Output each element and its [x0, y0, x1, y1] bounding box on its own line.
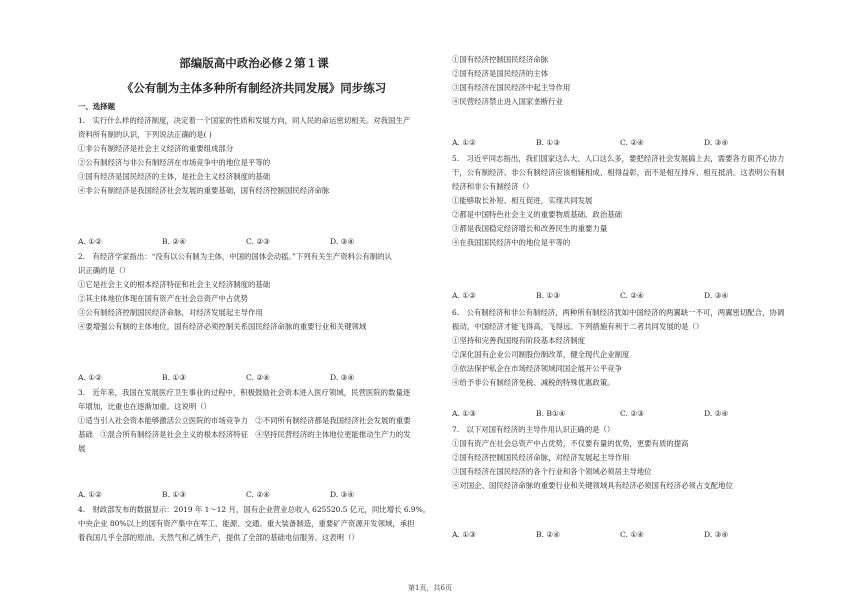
choice-a[interactable]: A. ①② — [452, 138, 476, 147]
choice-b[interactable]: B. B①④ — [536, 409, 566, 418]
statement-option: ①坚持和完善我国现有阶段基本经济制度 — [452, 336, 586, 345]
choice-c[interactable]: C. ①④ — [620, 530, 644, 539]
statement-option: ②国有经济是国民经济的主体 — [452, 69, 549, 78]
page-footer: 第1页，共6页 — [408, 584, 452, 592]
statement-option: 基础 ③混合所有制经济是社会主义的根本经济特征 ④坚持民营经济的主体地位更能推动生产力的发 — [78, 430, 411, 439]
question-stem: 3. 近年来，我国在发展医疗卫生事业的过程中，积极鼓励社会资本进入医疗领域，民营医院的数量逐 — [78, 388, 411, 397]
choice-c[interactable]: C. ②④ — [620, 138, 644, 147]
choice-d[interactable]: D. ③④ — [330, 490, 355, 499]
choice-b[interactable]: B. ①③ — [162, 490, 187, 499]
answer-choices — [78, 373, 414, 382]
question-5 — [452, 152, 797, 250]
statement-option: ②深化国有企业公司制股份制改革，健全现代企业制度 — [452, 350, 630, 359]
answer-choices — [78, 237, 414, 246]
choice-a[interactable]: A. ①② — [78, 490, 102, 499]
choice-c[interactable]: C. ②④ — [246, 373, 270, 382]
question-stem: 5. 习近平同志指出，我们国家这么大、人口这么多，要把经济社会发展搞上去，需要各方面齐心协力 — [452, 154, 785, 163]
statement-option: ④要增强公有制的主体地位，国有经济必须控制关系国民经济命脉的重要行业和关键领域 — [78, 322, 367, 331]
choice-a[interactable]: A. ①③ — [452, 530, 476, 539]
choice-b[interactable]: B. ②④ — [162, 237, 187, 246]
choice-b[interactable]: B. ②④ — [536, 530, 561, 539]
question-4 — [78, 503, 430, 545]
question-stem: 年增加，比重也在逐渐加重。这说明（） — [78, 402, 212, 411]
question-stem: 1. 实行什么样的经济制度，决定着一个国家的性质和发展方向，同人民的命运密切相关。对我国生产 — [78, 116, 411, 125]
question-4-options — [452, 53, 797, 109]
question-stem: 6. 公有制经济和非公有制经济，两种所有制经济犹如中国经济的两翼缺一不可，两翼密切配合，协调 — [452, 308, 785, 317]
choice-d[interactable]: D. ③④ — [330, 373, 355, 382]
statement-option: ④在我国国民经济中的地位是平等的 — [452, 238, 571, 247]
choice-a[interactable]: A. ①② — [452, 291, 476, 300]
statement-option: ④对国企、国民经济命脉的重要行业和关键领域具有经济必须国有经济必须占支配地位 — [452, 481, 733, 490]
answer-choices — [452, 530, 788, 539]
question-7 — [452, 423, 797, 493]
statement-option: ①非公有制经济是社会主义经济的重要组成部分 — [78, 144, 234, 153]
question-stem: 4. 财政部发布的数据显示：2019 年 1～12 月，国有企业营业总收入 625520.5 亿元，同比增长 6.9%。 — [78, 505, 430, 514]
choice-a[interactable]: A. ①③ — [452, 409, 476, 418]
section-heading: 一、选择题 — [78, 102, 115, 111]
statement-option: ④给予非公有制经济免税、减税的特殊优惠政策。 — [452, 378, 615, 387]
statement-option: ③公有制经济控制国民经济命脉，对经济发展起主导作用 — [78, 308, 263, 317]
answer-choices — [452, 291, 788, 300]
question-3 — [78, 386, 430, 456]
choice-b[interactable]: B. ①③ — [162, 373, 187, 382]
question-6 — [452, 306, 797, 390]
statement-option: ①国有经济控制国民经济命脉 — [452, 55, 549, 64]
statement-option: ②公有制经济与非公有制经济在市场竞争中的地位是平等的 — [78, 158, 271, 167]
question-stem: 7. 以下对国有经济的主导作用认识正确的是（） — [452, 425, 615, 434]
choice-d[interactable]: D. ②④ — [704, 409, 729, 418]
question-2 — [78, 250, 430, 334]
document-title: 部编版高中政治必修２第１课 — [179, 56, 329, 70]
statement-option: ④民营经济禁止进入国家垄断行业 — [452, 97, 563, 106]
choice-b[interactable]: B. ①③ — [536, 138, 561, 147]
statement-option: ①能够取长补短、相互促进，实现共同发展 — [452, 196, 593, 205]
choice-a[interactable]: A. ①② — [78, 373, 102, 382]
question-stem: 经济和非公有制经济（） — [452, 182, 534, 191]
statement-option: ③国有经济在国民经济的各个行业和各个领域必须居主导地位 — [452, 467, 652, 476]
question-stem: 干，公有制经济、非公有制经济应该相辅相成、相得益彰，而不是相互排斥、相互抵消。这表明公有制 — [452, 168, 785, 177]
statement-option: ②都是中国特色社会主义的重要物质基础、政治基础 — [452, 210, 622, 219]
statement-option: ③国有经济是国民经济的主体，是社会主义经济制度的基础 — [78, 172, 271, 181]
document-subtitle: 《公有制为主体多种所有制经济共同发展》同步练习 — [121, 81, 387, 95]
question-stem: 振动，中国经济才能飞得高，飞得远。下列措施有利于二者共同发展的是（） — [452, 322, 704, 331]
choice-b[interactable]: B. ①③ — [536, 291, 561, 300]
statement-option: 展 — [78, 444, 86, 453]
choice-d[interactable]: D. ③④ — [704, 291, 729, 300]
statement-option: ③依法保护私企在市场经济领域同国企展开公平竞争 — [452, 364, 622, 373]
choice-c[interactable]: C. ②④ — [620, 291, 644, 300]
statement-option: ③都是我国稳定经济增长和改善民生的重要力量 — [452, 224, 608, 233]
statement-option: ②其主体地位体现在国有资产在社会总资产中占优势 — [78, 294, 248, 303]
question-stem: 2. 有经济学家指出：“没有以公有制为主体，中国的国体会动摇。”下列有关生产资料公有制的认 — [78, 252, 392, 261]
statement-option: ①国有资产在社会总资产中占优势，不仅要有量的优势，更要有质的提高 — [452, 439, 689, 448]
statement-option: ①它是社会主义的根本经济特征和社会主义经济制度的基础 — [78, 280, 271, 289]
question-stem: 着我国几乎全部的原油、天然气和乙烯生产，提供了全部的基础电信服务。这表明（） — [78, 533, 359, 542]
choice-d[interactable]: D. ③④ — [704, 530, 729, 539]
choice-d[interactable]: D. ③④ — [704, 138, 729, 147]
question-1 — [78, 114, 430, 198]
answer-choices — [452, 409, 788, 418]
choice-c[interactable]: C. ②④ — [246, 490, 270, 499]
statement-option: ④非公有制经济是我国经济社会发展的重要基础，国有经济控制国民经济命脉 — [78, 186, 330, 195]
statement-option: ②国有经济控制国民经济命脉，对经济发展起主导作用 — [452, 453, 630, 462]
choice-d[interactable]: D. ③④ — [330, 237, 355, 246]
choice-c[interactable]: C. ②③ — [620, 409, 644, 418]
choice-a[interactable]: A. ①② — [78, 237, 102, 246]
statement-option: ①适当引入社会资本能够激活公立医院的市场竞争力 ②不同所有制经济都是我国经济社会发展的重要 — [78, 416, 411, 425]
answer-choices — [78, 490, 414, 499]
question-stem: 中央企业 80%以上的国有资产集中在军工、能源、交通、重大装备制造，重要矿产资源开发领域，承担 — [78, 519, 415, 528]
choice-c[interactable]: C. ②③ — [246, 237, 270, 246]
question-stem: 识正确的是（） — [78, 266, 130, 275]
statement-option: ③国有经济在国民经济中起主导作用 — [452, 83, 571, 92]
answer-choices — [452, 138, 788, 147]
question-stem: 资料所有制的认识，下列说法正确的是( ) — [78, 130, 212, 139]
